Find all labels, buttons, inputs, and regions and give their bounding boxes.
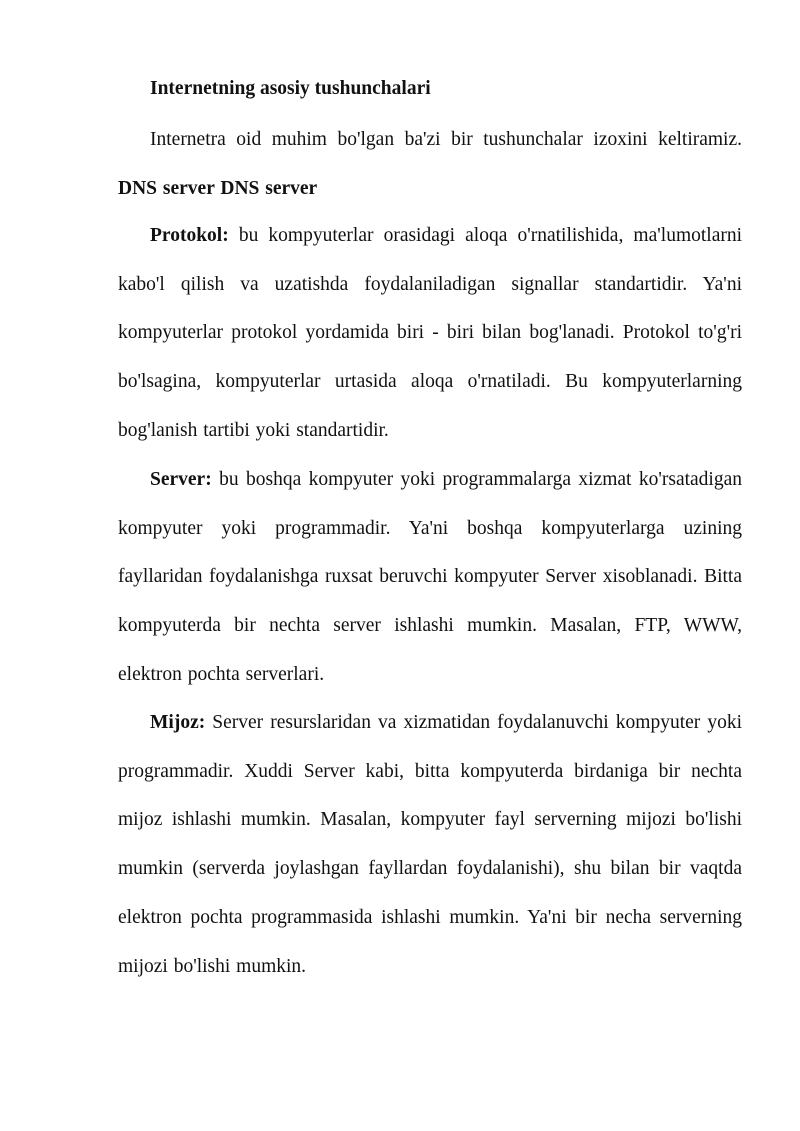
document-title: Internetning asosiy tushunchalari <box>150 78 431 99</box>
server-term: Server: <box>150 469 212 490</box>
protocol-paragraph <box>118 212 742 456</box>
client-term: Mijoz: <box>150 712 206 733</box>
protocol-term: Protokol: <box>150 225 229 246</box>
intro-bold-tail: DNS server DNS server <box>118 177 318 199</box>
client-definition: Server resurslaridan va xizmatidan foydalanuvchi kompyuter yoki programmadir. Xuddi Server kabi, bitta kompyuterda birdaniga bir nechta mijoz ishlashi mumkin. Masalan, kompyuter fayl serverning mijozi bo'lishi mumkin (serverda joylashgan fayllardan foydalanishi), shu bilan bir vaqtda elektron pochta programmasida ishlashi mumkin. Ya'ni bir necha serverning mijozi bo'lishi mumkin. <box>118 712 742 977</box>
intro-paragraph <box>118 116 742 213</box>
client-paragraph <box>118 699 742 991</box>
server-paragraph <box>118 456 742 700</box>
protocol-definition: bu kompyuterlar orasidagi aloqa o'rnatilishida, ma'lumotlarni kabo'l qilish va uzatishda foydalaniladigan signallar standartidir. Ya'ni kompyuterlar protokol yordamida biri - biri bilan bog'lanadi. Protokol to'g'ri bo'lsagina, kompyuterlar urtasida aloqa o'rnatiladi. Bu kompyuterlarning bog'lanish tartibi yoki standartidir. <box>118 225 743 441</box>
server-definition: bu boshqa kompyuter yoki programmalarga xizmat ko'rsatadigan kompyuter yoki programmadir. Ya'ni boshqa kompyuterlarga uzining fayllaridan foydalanishga ruxsat beruvchi kompyuter Server xisoblanadi. Bitta kompyuterda bir nechta server ishlashi mumkin. Masalan, FTP, WWW, elektron pochta serverlari. <box>118 469 743 685</box>
intro-text: Internetra oid muhim bo'lgan ba'zi bir tushunchalar izoxini keltiramiz. <box>150 129 742 150</box>
